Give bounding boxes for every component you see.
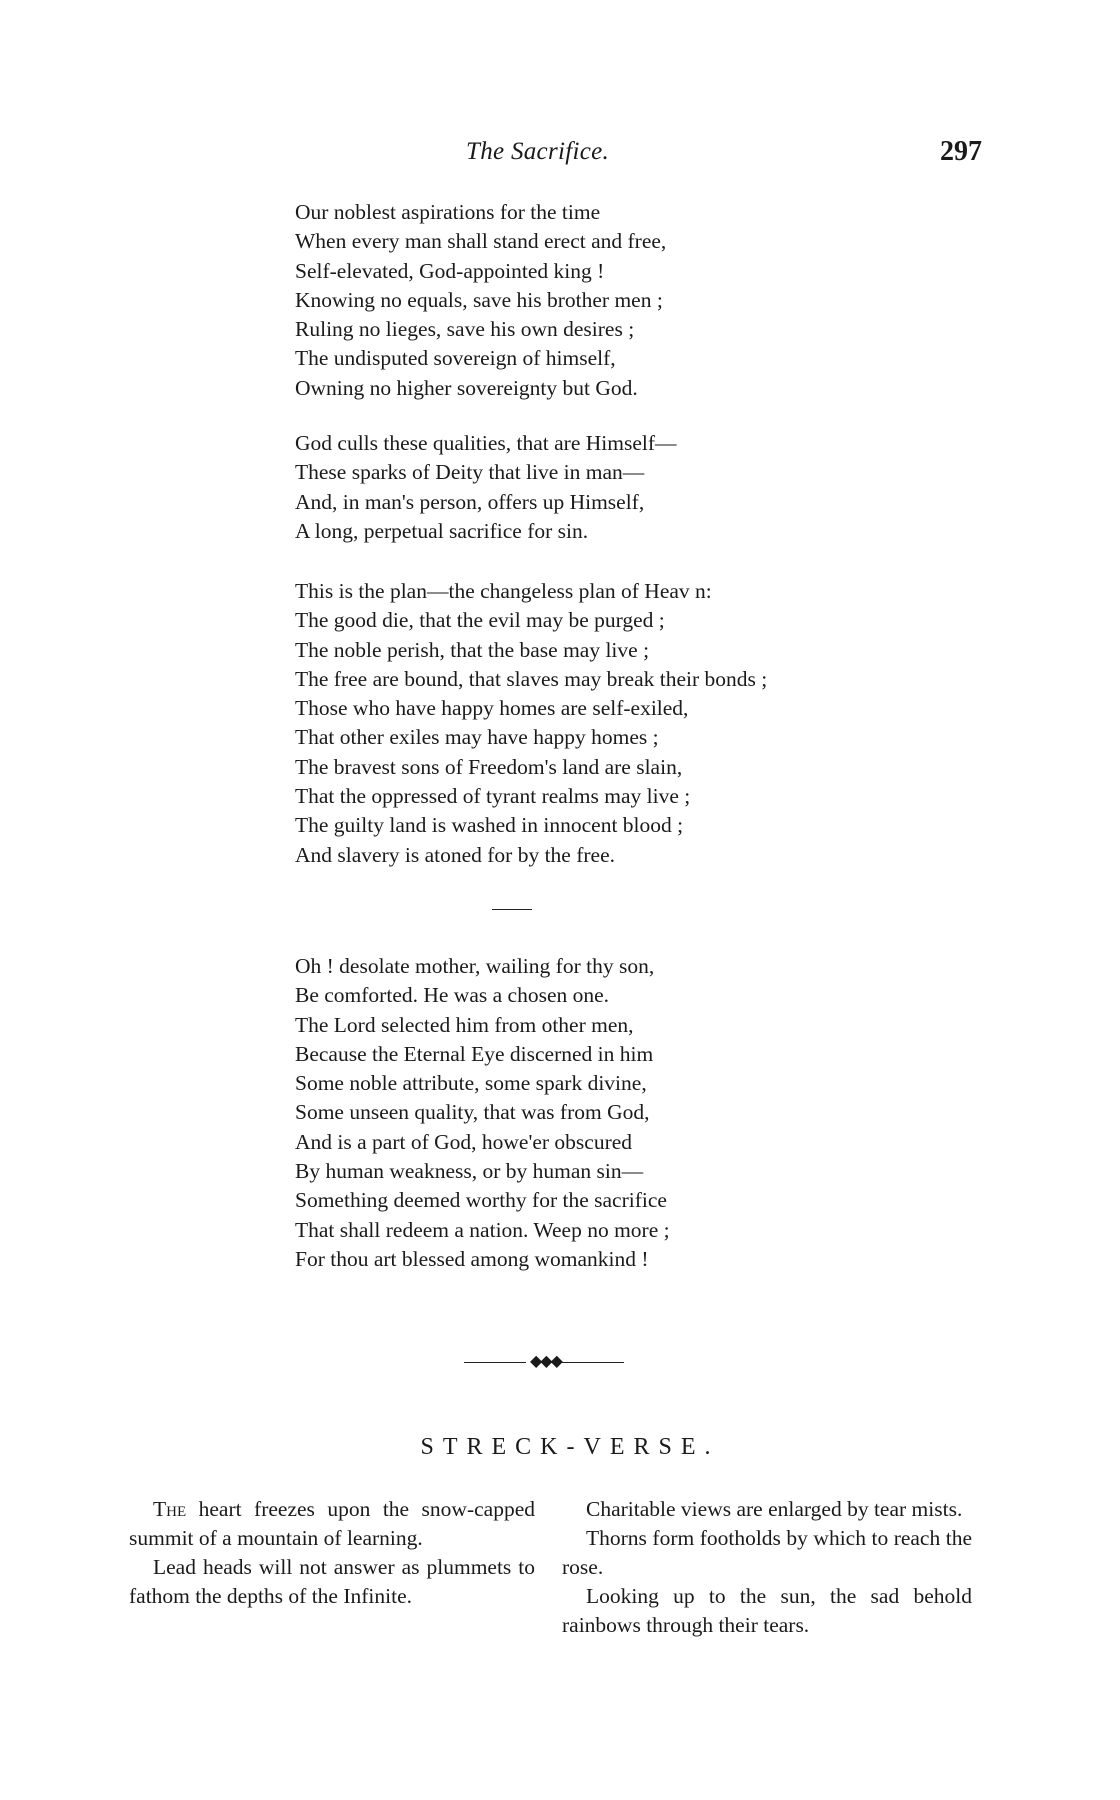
poem-line: Because the Eternal Eye discerned in him [295, 1041, 654, 1066]
lead-word: The [153, 1497, 187, 1521]
poem-line: The Lord selected him from other men, [295, 1012, 634, 1037]
poem-line: And is a part of God, howe'er obscured [295, 1129, 633, 1154]
poem-line: A long, perpetual sacrifice for sin. [295, 518, 589, 543]
paragraph-text: heart freezes upon the snow-capped summit of a mountain of learning. [129, 1497, 535, 1550]
poem-line: The bravest sons of Freedom's land are slain, [295, 754, 683, 779]
section-title: STRECK-VERSE. [420, 1434, 720, 1460]
running-head [0, 138, 1120, 172]
poem-line: Ruling no lieges, save his own desires ; [295, 317, 635, 342]
paragraph-text: Lead heads will not answer as plummets to fathom the depths of the Infinite. [129, 1555, 535, 1608]
poem-line: The free are bound, that slaves may break their bonds ; [295, 666, 768, 691]
poem-line: God culls these qualities, that are Himself— [295, 431, 677, 455]
left-column [129, 1495, 535, 1611]
poem-line: Something deemed worthy for the sacrifice [295, 1188, 667, 1213]
paragraph-text: Looking up to the sun, the sad behold rainbows through their tears. [562, 1584, 972, 1637]
poem-line: These sparks of Deity that live in man— [295, 460, 645, 485]
poem-line: Those who have happy homes are self-exiled, [295, 696, 689, 721]
poem-line: That the oppressed of tyrant realms may live ; [295, 784, 691, 809]
right-column [562, 1495, 972, 1640]
section-divider-rule [492, 909, 532, 910]
poem-line: Owning no higher sovereignty but God. [295, 375, 638, 400]
poem-line: When every man shall stand erect and free, [295, 229, 667, 254]
running-head-title: The Sacrifice. [466, 138, 610, 165]
poem-stanza-3 [295, 577, 915, 870]
poem-line: Self-elevated, God-appointed king ! [295, 258, 605, 283]
aphorism-paragraph [562, 1524, 972, 1582]
poem-line: The guilty land is washed in innocent blood ; [295, 813, 684, 838]
poem-line: For thou art blessed among womankind ! [295, 1246, 649, 1271]
poem-line: The undisputed sovereign of himself, [295, 346, 616, 371]
poem-line: The noble perish, that the base may live ; [295, 637, 650, 662]
aphorism-paragraph [129, 1553, 535, 1611]
poem-line: Be comforted. He was a chosen one. [295, 983, 610, 1008]
poem-stanza-4 [295, 952, 915, 1274]
aphorism-paragraph [129, 1495, 535, 1553]
poem-line: And, in man's person, offers up Himself, [295, 489, 645, 514]
poem-line: Oh ! desolate mother, wailing for thy son, [295, 954, 655, 978]
aphorism-paragraph [562, 1495, 972, 1524]
poem-line: Our noblest aspirations for the time [295, 200, 601, 224]
poem-line: That shall redeem a nation. Weep no more ; [295, 1217, 670, 1242]
poem-line: Knowing no equals, save his brother men ; [295, 287, 663, 312]
ornament-dots-icon: ◆◆◆ [530, 1353, 561, 1370]
poem-line: And slavery is atoned for by the free. [295, 842, 616, 867]
poem-stanza-2 [295, 429, 915, 546]
poem-line: Some unseen quality, that was from God, [295, 1100, 650, 1125]
ornament-rule-right [562, 1362, 624, 1363]
poem-line: By human weakness, or by human sin— [295, 1159, 644, 1184]
ornament-rule-left [464, 1362, 526, 1363]
poem-line: That other exiles may have happy homes ; [295, 725, 659, 750]
poem-stanza-1 [295, 198, 915, 403]
poem-line: The good die, that the evil may be purged ; [295, 608, 665, 633]
aphorism-paragraph [562, 1582, 972, 1640]
poem-line: Some noble attribute, some spark divine, [295, 1071, 647, 1096]
poem-line: This is the plan—the changeless plan of Heav n: [295, 579, 712, 603]
page-number: 297 [940, 136, 982, 167]
ornamental-divider [464, 1353, 624, 1370]
paragraph-text: Charitable views are enlarged by tear mists. [586, 1497, 963, 1521]
paragraph-text: Thorns form footholds by which to reach the rose. [562, 1526, 972, 1579]
